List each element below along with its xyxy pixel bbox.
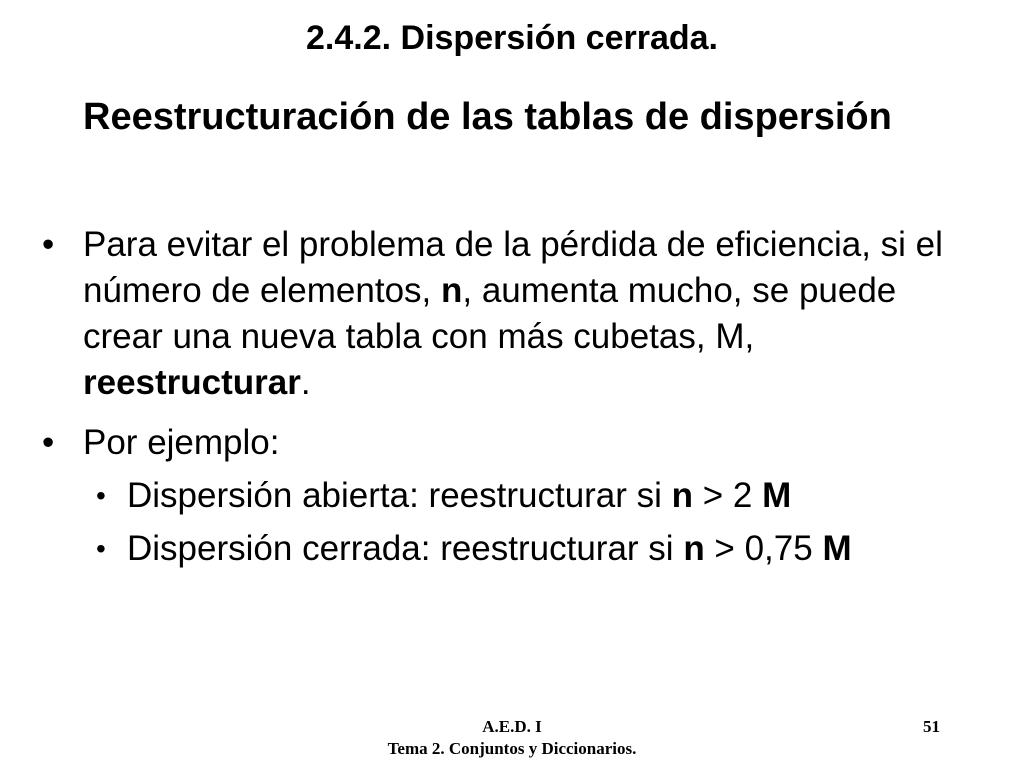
slide-title: Reestructuración de las tablas de dispersión bbox=[83, 96, 892, 138]
footer-course: A.E.D. I bbox=[482, 717, 542, 736]
bullet-text: > 2 bbox=[693, 476, 763, 515]
bullet-bold-reestructurar: reestructurar bbox=[83, 363, 301, 402]
page-number: 51 bbox=[923, 717, 940, 736]
bullet-item bbox=[0, 222, 983, 406]
bullet-text: Dispersión abierta: reestructurar si bbox=[127, 476, 672, 515]
section-header: 2.4.2. Dispersión cerrada. bbox=[306, 19, 718, 57]
footer-topic: Tema 2. Conjuntos y Diccionarios. bbox=[387, 739, 637, 758]
bullet-text: Por ejemplo: bbox=[83, 423, 280, 462]
bullet-text: Dispersión cerrada: reestructurar si bbox=[127, 529, 684, 568]
slide-content bbox=[0, 222, 1024, 572]
bullet-text: . bbox=[300, 363, 311, 402]
bullet-bold-m: M bbox=[762, 476, 792, 515]
bullet-text: Para evitar el problema de la pérdida de eficiencia, si el número de elementos, bbox=[83, 225, 943, 310]
sub-bullet-item bbox=[0, 526, 1007, 572]
bullet-text: > 0,75 bbox=[704, 529, 823, 568]
bullet-bold-m: M bbox=[822, 529, 852, 568]
bullet-mark: • bbox=[42, 225, 55, 264]
sub-bullet-item bbox=[0, 473, 1007, 519]
footer bbox=[0, 716, 1024, 760]
bullet-mark: • bbox=[96, 533, 106, 564]
bullet-mark: • bbox=[42, 423, 55, 462]
bullet-item bbox=[0, 420, 983, 466]
bullet-bold-n: n bbox=[683, 529, 705, 568]
bullet-bold-n: n bbox=[671, 476, 694, 515]
bullet-mark: • bbox=[96, 480, 106, 511]
bullet-bold-n: n bbox=[440, 271, 463, 310]
bullet-text: , aumenta mucho, se puede crear una nueva tabla con más cubetas, M, bbox=[83, 271, 897, 356]
